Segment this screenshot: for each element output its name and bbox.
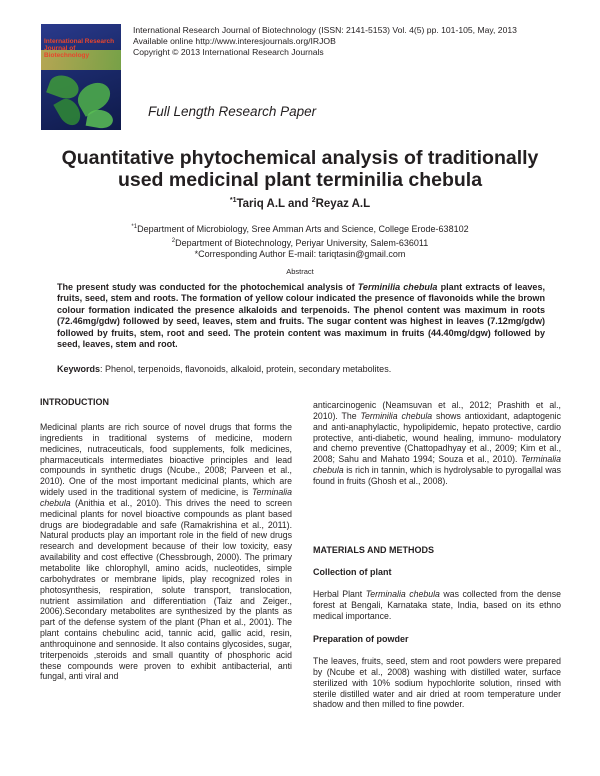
affiliation2-marker: 2 bbox=[171, 237, 176, 244]
collection-text-b: was collected from the dense forest at Bengali, Karnataka state, India, based on its ethno medical importance. bbox=[313, 589, 561, 621]
intro-species: Terminalia chebula bbox=[40, 487, 292, 508]
journal-online-link[interactable]: Available online http://www.interesjournals.org/IRJOB bbox=[133, 36, 336, 46]
introduction-heading: INTRODUCTION bbox=[40, 397, 109, 407]
collection-species: Terminalia chebula bbox=[365, 589, 440, 599]
leaf-icon bbox=[86, 108, 115, 130]
methods-heading: MATERIALS AND METHODS bbox=[313, 545, 434, 555]
affiliations bbox=[0, 222, 600, 261]
collection-heading: Collection of plant bbox=[313, 567, 392, 577]
author-separator: and bbox=[284, 197, 312, 210]
journal-cover-image bbox=[41, 24, 121, 130]
keywords bbox=[57, 364, 545, 374]
author2-name: Reyaz A.L bbox=[315, 197, 371, 210]
keywords-text: : Phenol, terpenoids, flavonoids, alkaloid, protein, secondary metabolites. bbox=[100, 364, 392, 374]
intro-text-b: (Anithia et al., 2010). This drives the need to screen medicinal plants for novel bioactive compounds as plant based drugs are biodegradable and safe (Ramakrishina et al., 2011). Natural products play an important role in the field of new drugs research and development because of their low toxicity, easy availability and cost effective (Chessbrough, 2000). The primary metabolite like chlorophyll, amino acids, nucleotides, simple carbohydrates or membrane lipids, play recognized roles in photosynthesis, respiration, solute transport, translocation, nutrient assimilation and differentiation (Taiz and Zeiger., 2006).Secondary metabolites are synthesized by the plants as part of the defense system of the plant (Phan et al., 2001). The plant contains chebulinc acid, tannic acid, gallic acid, resin, anthroquinone and sennoside. It also contains glycosides, sugar, triterpenoids ,steroids and small quantity of phosphoric acid these compounds were proven to exhibit antibacterial, anti fungal, anti viral and bbox=[40, 497, 292, 682]
abstract-part1: The present study was conducted for the photochemical analysis of bbox=[57, 282, 358, 292]
intro-cont-a: anticarcinogenic (Neamsuvan et al., 2012; Prashith et al., 2010). The bbox=[313, 400, 561, 421]
title-line-2: used medicinal plant terminilia chebula bbox=[117, 169, 483, 191]
affiliation1-marker: *1 bbox=[131, 224, 138, 230]
author-list bbox=[0, 197, 600, 210]
abstract-part2: plant extracts of leaves, fruits, seed, stem and roots. The formation of yellow colour indicated the presence of flavonoids while the brown colour formation indicated the presence alkaloids and terpenoids. The phenol content was maximum in roots (72.46mg/gdw) followed by seed, leaves, stem and fruits. The sugar content was highest in leaves (7.12mg/gdw) followed by fruits, stem, root and seed. The protein content was maximum in fruits (44.40mg/dgw) followed by seed, leaves, stem and root. bbox=[57, 282, 545, 350]
abstract-text bbox=[57, 282, 545, 350]
intro-cont-b: shows antioxidant, adaptogenic and anti-anaphylactic, hypolipidemic, hepato protective, cardio protective, anti-diabetic, wound healing, immuno- modulatory and chemo preventive (Chattopadhyay et al., 2009; Kim et al., 2008; Sahu and Mahato 1994; Souza et al., 2010). bbox=[313, 410, 562, 465]
intro-cont-c: is rich in tannin, which is hydrolysable to pyrogallal was found in fruits (Ghosh et al., 2008). bbox=[313, 465, 561, 486]
paper-type: Full Length Research Paper bbox=[148, 104, 317, 119]
powder-paragraph: The leaves, fruits, seed, stem and root powders were prepared by (Ncube et al., 2008) washing with distilled water, surface sterilized with 10% sodium hypochlorite solution, rinsed with sterile distilled water and air dried at room temperature under shadow and then milled to fine powder. bbox=[313, 656, 561, 710]
paper-title bbox=[0, 147, 600, 191]
keywords-label: Keywords bbox=[57, 364, 101, 374]
introduction-paragraph bbox=[40, 422, 292, 682]
collection-text-a: Herbal Plant bbox=[313, 589, 366, 599]
author2-marker: 2 bbox=[311, 197, 316, 204]
powder-heading: Preparation of powder bbox=[313, 634, 409, 644]
corresponding-author: *Corresponding Author E-mail: tariqtasin@gmail.com bbox=[194, 249, 406, 259]
cover-title: International Research Journal of Biotechnology bbox=[44, 38, 115, 59]
journal-copyright: Copyright © 2013 International Research Journals bbox=[133, 47, 324, 57]
journal-citation: International Research Journal of Biotechnology (ISSN: 2141-5153) Vol. 4(5) pp. 101-105, May, 2013 bbox=[133, 25, 517, 35]
title-line-1: Quantitative phytochemical analysis of traditionally bbox=[61, 147, 539, 169]
affiliation1: Department of Microbiology, Sree Amman Arts and Science, College Erode-638102 bbox=[137, 224, 469, 234]
abstract-species: Terminilia chebula bbox=[357, 282, 438, 292]
journal-header bbox=[133, 25, 517, 58]
abstract-label: Abstract bbox=[286, 267, 314, 276]
collection-paragraph bbox=[313, 589, 561, 622]
author1-marker: *1 bbox=[229, 197, 237, 204]
intro-text-a: Medicinal plants are rich source of novel drugs that forms the ingredients in traditional systems of medicine, modern medicines, nutraceuticals, food supplements, folk medicines, pharmaceuticals intermediates bioactive principles and lead compounds in synthetic drugs (Ncube., 2008; Parveen et al., 2010). One of the most important medicinal plants, which are widely used in the traditional system of medicine, is bbox=[40, 422, 292, 498]
introduction-continued bbox=[313, 400, 561, 487]
intro-cont-species2: Terminalia chebula bbox=[313, 454, 561, 476]
author1-name: Tariq A.L bbox=[236, 197, 285, 210]
affiliation2: Department of Biotechnology, Periyar University, Salem-636011 bbox=[175, 237, 429, 248]
intro-cont-species1: Terminilia chebula bbox=[360, 410, 433, 421]
